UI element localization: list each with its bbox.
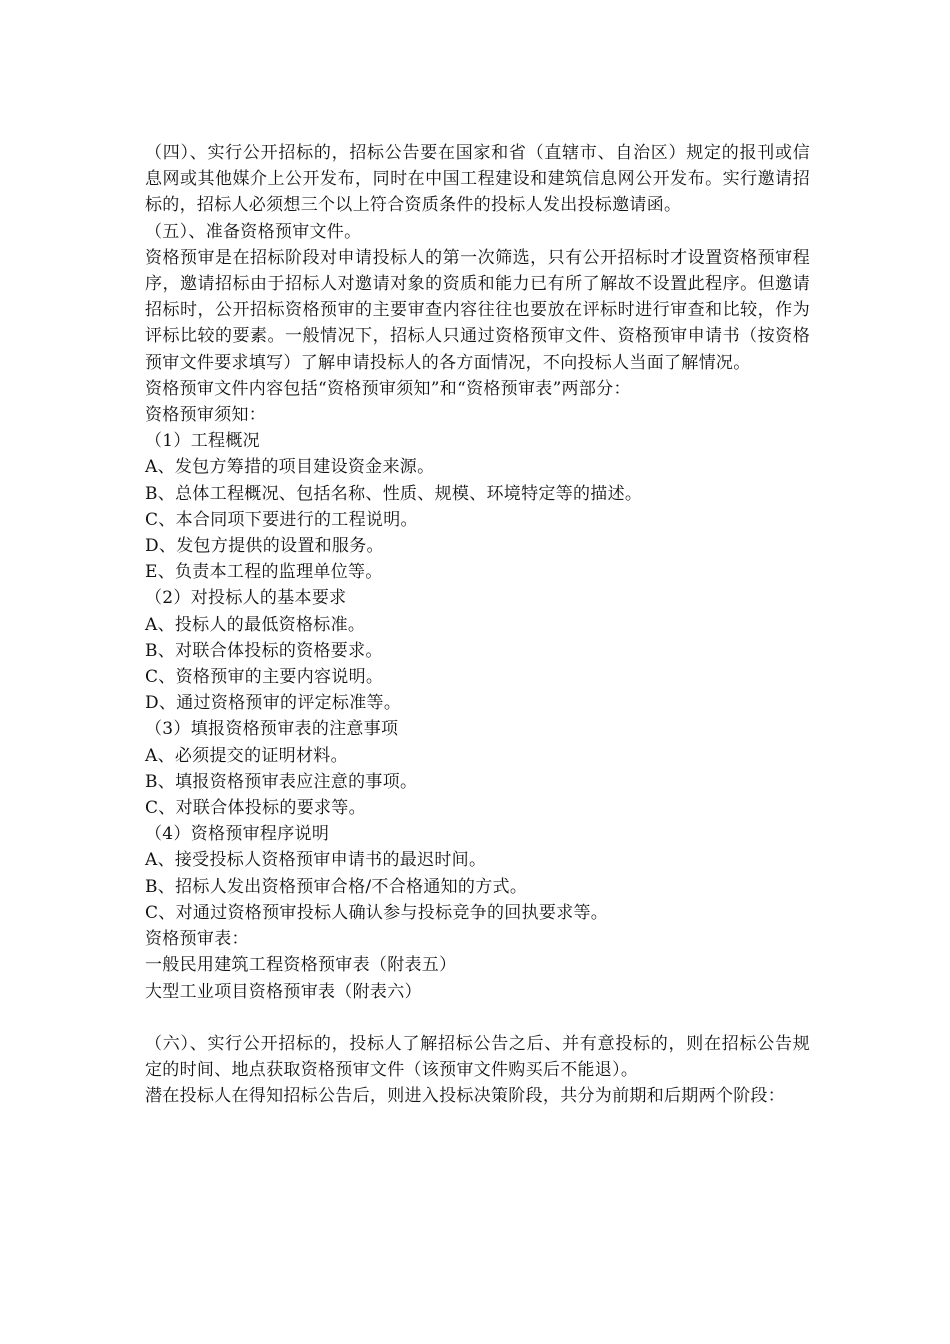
group-1-title: （1）工程概况	[145, 431, 260, 452]
list-item: C、对通过资格预审投标人确认参与投标竞争的回执要求等。	[145, 902, 609, 923]
section-6-paragraph: （六）、实行公开招标的，投标人了解招标公告之后、并有意投标的，则在招标公告规定的时间、地点获取资格预审文件（该预审文件购买后不能退）。	[145, 1033, 810, 1080]
list-item: B、总体工程概况、包括名称、性质、规模、环境特定等的描述。	[145, 483, 643, 504]
list-item: C、对联合体投标的要求等。	[145, 798, 366, 819]
section-4-paragraph: （四）、实行公开招标的，招标公告要在国家和省（直辖市、自治区）规定的报刊或信息网或其他媒介上公开发布，同时在中国工程建设和建筑信息网公开发布。实行邀请招标的，招标人必须想三个以上符合资质条件的投标人发出投标邀请函。	[145, 143, 810, 216]
list-item: A、投标人的最低资格标准。	[145, 614, 366, 635]
group-2-title: （2）对投标人的基本要求	[145, 588, 347, 609]
list-item: D、通过资格预审的评定标准等。	[145, 693, 402, 714]
list-item: C、本合同项下要进行的工程说明。	[145, 509, 418, 530]
prequalification-notice-title: 资格预审须知：	[145, 405, 267, 426]
table-reference: 一般民用建筑工程资格预审表（附表五）	[145, 955, 457, 976]
prequalification-table-title: 资格预审表：	[145, 929, 249, 950]
paragraph-spacer	[145, 1005, 810, 1031]
list-item: A、接受投标人资格预审申请书的最迟时间。	[145, 850, 487, 871]
group-3-title: （3）填报资格预审表的注意事项	[145, 719, 399, 740]
prequalification-intro: 资格预审是在招标阶段对申请投标人的第一次筛选，只有公开招标时才设置资格预审程序，邀请招标由于招标人对邀请对象的资质和能力已有所了解故不设置此程序。但邀请招标时，公开招标资格预审的主要审查内容往往也要放在评标时进行审查和比较，作为评标比较的要素。一般情况下，招标人只通过资格预审文件、资格预审申请书（按资格预审文件要求填写）了解申请投标人的各方面情况，不向投标人当面了解情况。	[145, 247, 810, 373]
group-4-title: （4）资格预审程序说明	[145, 824, 330, 845]
table-reference: 大型工业项目资格预审表（附表六）	[145, 981, 422, 1002]
list-item: B、填报资格预审表应注意的事项。	[145, 771, 418, 792]
section-5-heading: （五）、准备资格预审文件。	[145, 221, 362, 242]
section-6-decision-paragraph: 潜在投标人在得知招标公告后，则进入投标决策阶段，共分为前期和后期两个阶段：	[145, 1086, 786, 1107]
list-item: A、必须提交的证明材料。	[145, 745, 348, 766]
prequalification-content-line: 资格预审文件内容包括“资格预审须知”和“资格预审表”两部分：	[145, 378, 631, 399]
list-item: B、对联合体投标的资格要求。	[145, 640, 383, 661]
list-item: D、发包方提供的设置和服务。	[145, 536, 384, 557]
document-body	[145, 140, 810, 1109]
list-item: C、资格预审的主要内容说明。	[145, 667, 384, 688]
list-item: B、招标人发出资格预审合格/不合格通知的方式。	[145, 876, 528, 897]
list-item: A、发包方筹措的项目建设资金来源。	[145, 457, 435, 478]
list-item: E、负责本工程的监理单位等。	[145, 562, 383, 583]
